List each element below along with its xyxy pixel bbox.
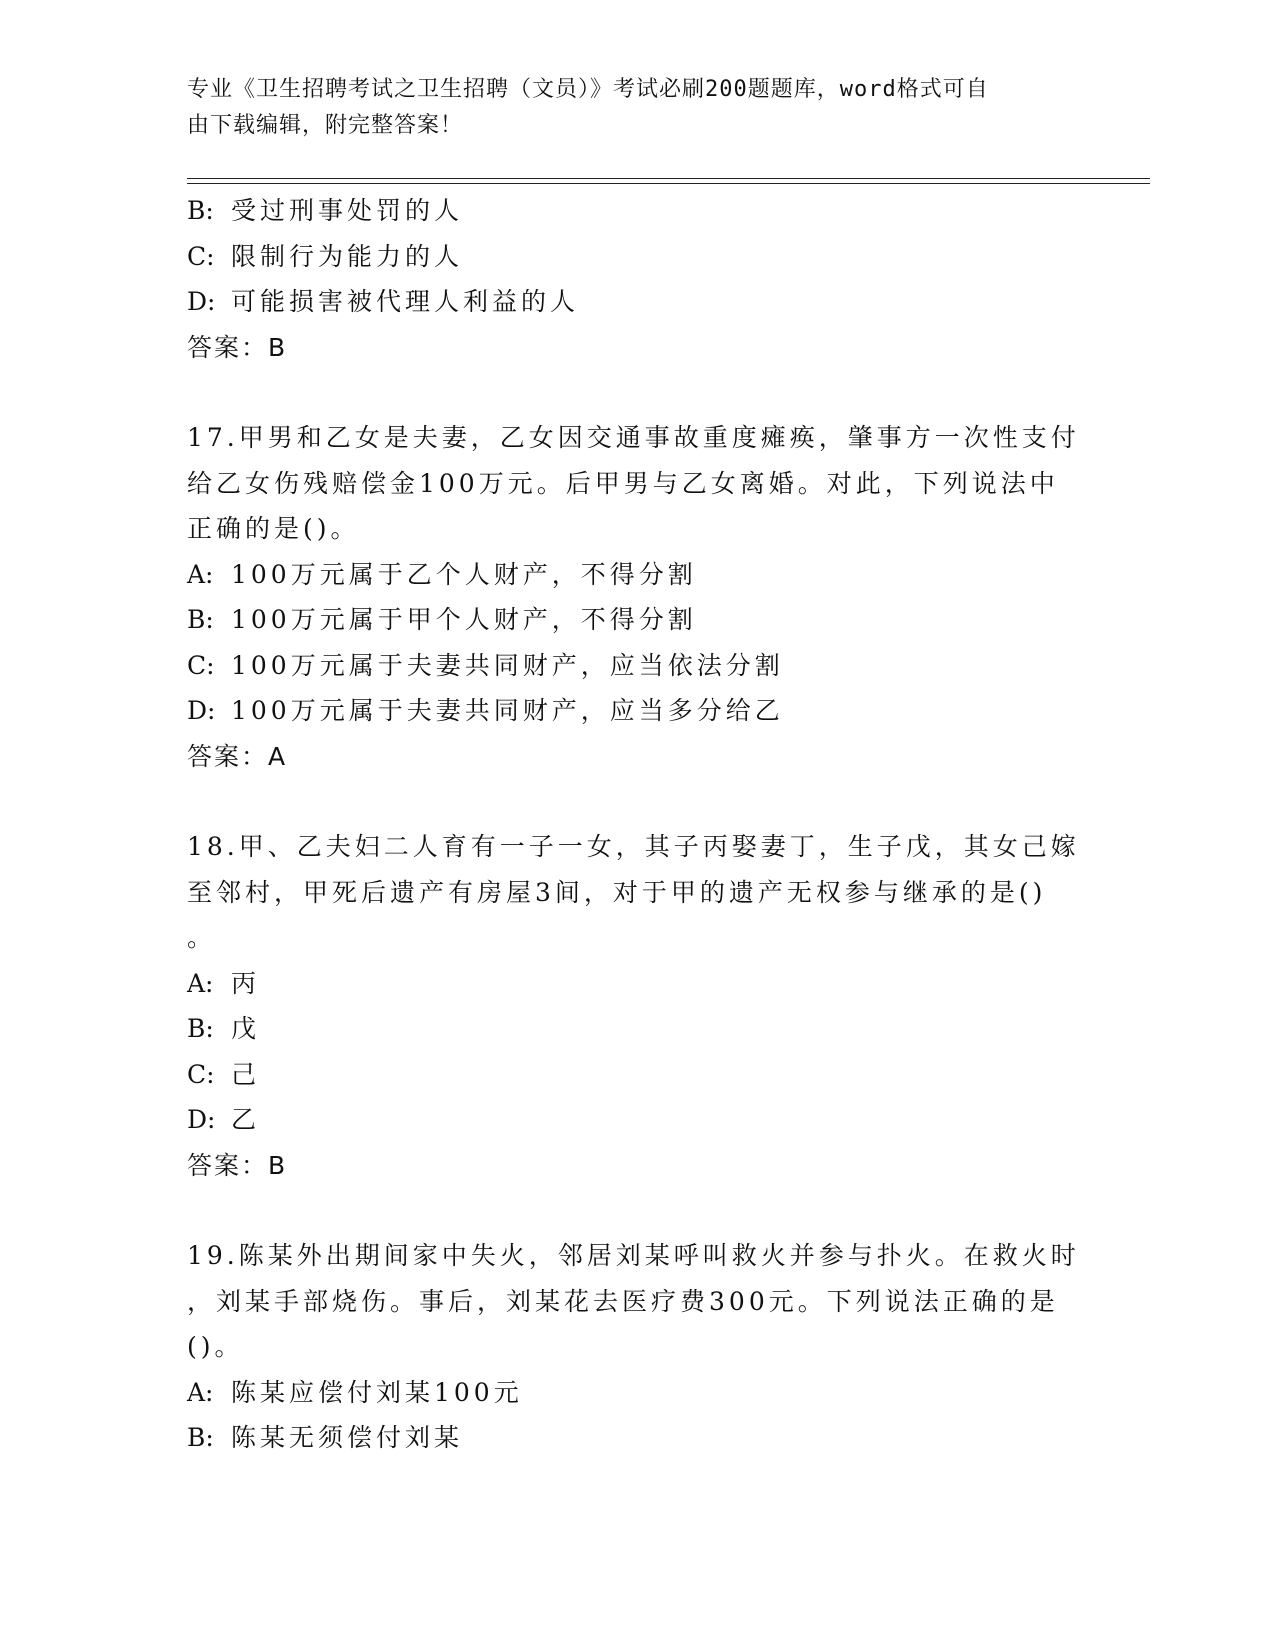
question-stem-line: 17.甲男和乙女是夫妻，乙女因交通事故重度瘫痪，肇事方一次性支付 <box>187 423 1080 452</box>
question-stem-line: ，刘某手部烧伤。事后，刘某花去医疗费300元。下列说法正确的是 <box>187 1286 1059 1316</box>
option-line <box>187 188 1087 234</box>
option-line <box>187 597 1087 643</box>
question-18 <box>187 824 1087 1188</box>
answer-line: 答案：A <box>187 741 288 771</box>
option-text: 100万元属于夫妻共同财产，应当多分给乙 <box>231 696 784 725</box>
question-17 <box>187 415 1087 779</box>
option-letter: C: <box>187 1059 215 1089</box>
document-body <box>187 188 1087 1461</box>
answer-line: 答案：B <box>187 1150 288 1180</box>
option-line <box>187 1006 1087 1052</box>
option-letter: B: <box>187 605 214 634</box>
option-text: 戊 <box>231 1014 261 1043</box>
option-letter: B: <box>187 1014 214 1043</box>
option-letter: C: <box>187 650 215 680</box>
option-text: 陈某无须偿付刘某 <box>231 1423 464 1452</box>
option-text: 丙 <box>231 968 261 998</box>
option-letter: B: <box>187 1423 214 1452</box>
option-line <box>187 1052 1087 1098</box>
question-stem-line: 给乙女伤残赔偿金100万元。后甲男与乙女离婚。对此，下列说法中 <box>187 468 1059 498</box>
option-text: 乙 <box>231 1105 261 1134</box>
option-text: 100万元属于夫妻共同财产，应当依法分割 <box>231 650 784 680</box>
option-text: 可能损害被代理人利益的人 <box>231 287 580 316</box>
option-text: 100万元属于乙个人财产，不得分割 <box>231 559 697 589</box>
option-letter: A: <box>187 559 214 589</box>
option-text: 受过刑事处罚的人 <box>231 196 464 225</box>
answer-line: 答案：B <box>187 332 288 362</box>
option-letter: A: <box>187 968 214 998</box>
option-line <box>187 688 1087 734</box>
option-text: 限制行为能力的人 <box>231 241 464 271</box>
option-letter: D: <box>187 1105 216 1134</box>
option-letter: D: <box>187 287 216 316</box>
document-header <box>187 72 1067 144</box>
question-stem-line: 正确的是()。 <box>187 514 360 543</box>
option-letter: B: <box>187 196 214 225</box>
option-line <box>187 279 1087 325</box>
header-divider-bottom <box>187 183 1150 184</box>
option-letter: D: <box>187 696 216 725</box>
question-19 <box>187 1233 1087 1461</box>
option-line <box>187 643 1087 689</box>
option-line <box>187 961 1087 1007</box>
option-text: 己 <box>231 1059 261 1089</box>
prev-question-block <box>187 188 1087 370</box>
option-line <box>187 1370 1087 1416</box>
question-stem-line: 19.陈某外出期间家中失火，邻居刘某呼叫救火并参与扑火。在救火时 <box>187 1241 1080 1270</box>
option-line <box>187 1097 1087 1143</box>
option-line <box>187 552 1087 598</box>
option-line <box>187 1415 1087 1461</box>
option-letter: C: <box>187 241 215 271</box>
header-divider-top <box>187 178 1150 179</box>
question-stem-line: 至邻村，甲死后遗产有房屋3间，对于甲的遗产无权参与继承的是() <box>187 877 1047 907</box>
question-stem-line: 。 <box>187 923 217 952</box>
header-line-2: 由下载编辑，附完整答案！ <box>187 113 464 138</box>
header-line-1: 专业《卫生招聘考试之卫生招聘（文员）》考试必刷200题题库，word格式可自 <box>187 77 989 102</box>
option-letter: A: <box>187 1377 214 1407</box>
option-text: 100万元属于甲个人财产，不得分割 <box>231 605 697 634</box>
question-stem-line: ()。 <box>187 1332 244 1361</box>
option-text: 陈某应偿付刘某100元 <box>231 1377 523 1407</box>
question-stem-line: 18.甲、乙夫妇二人育有一子一女，其子丙娶妻丁，生子戊，其女己嫁 <box>187 832 1080 861</box>
option-line <box>187 234 1087 280</box>
